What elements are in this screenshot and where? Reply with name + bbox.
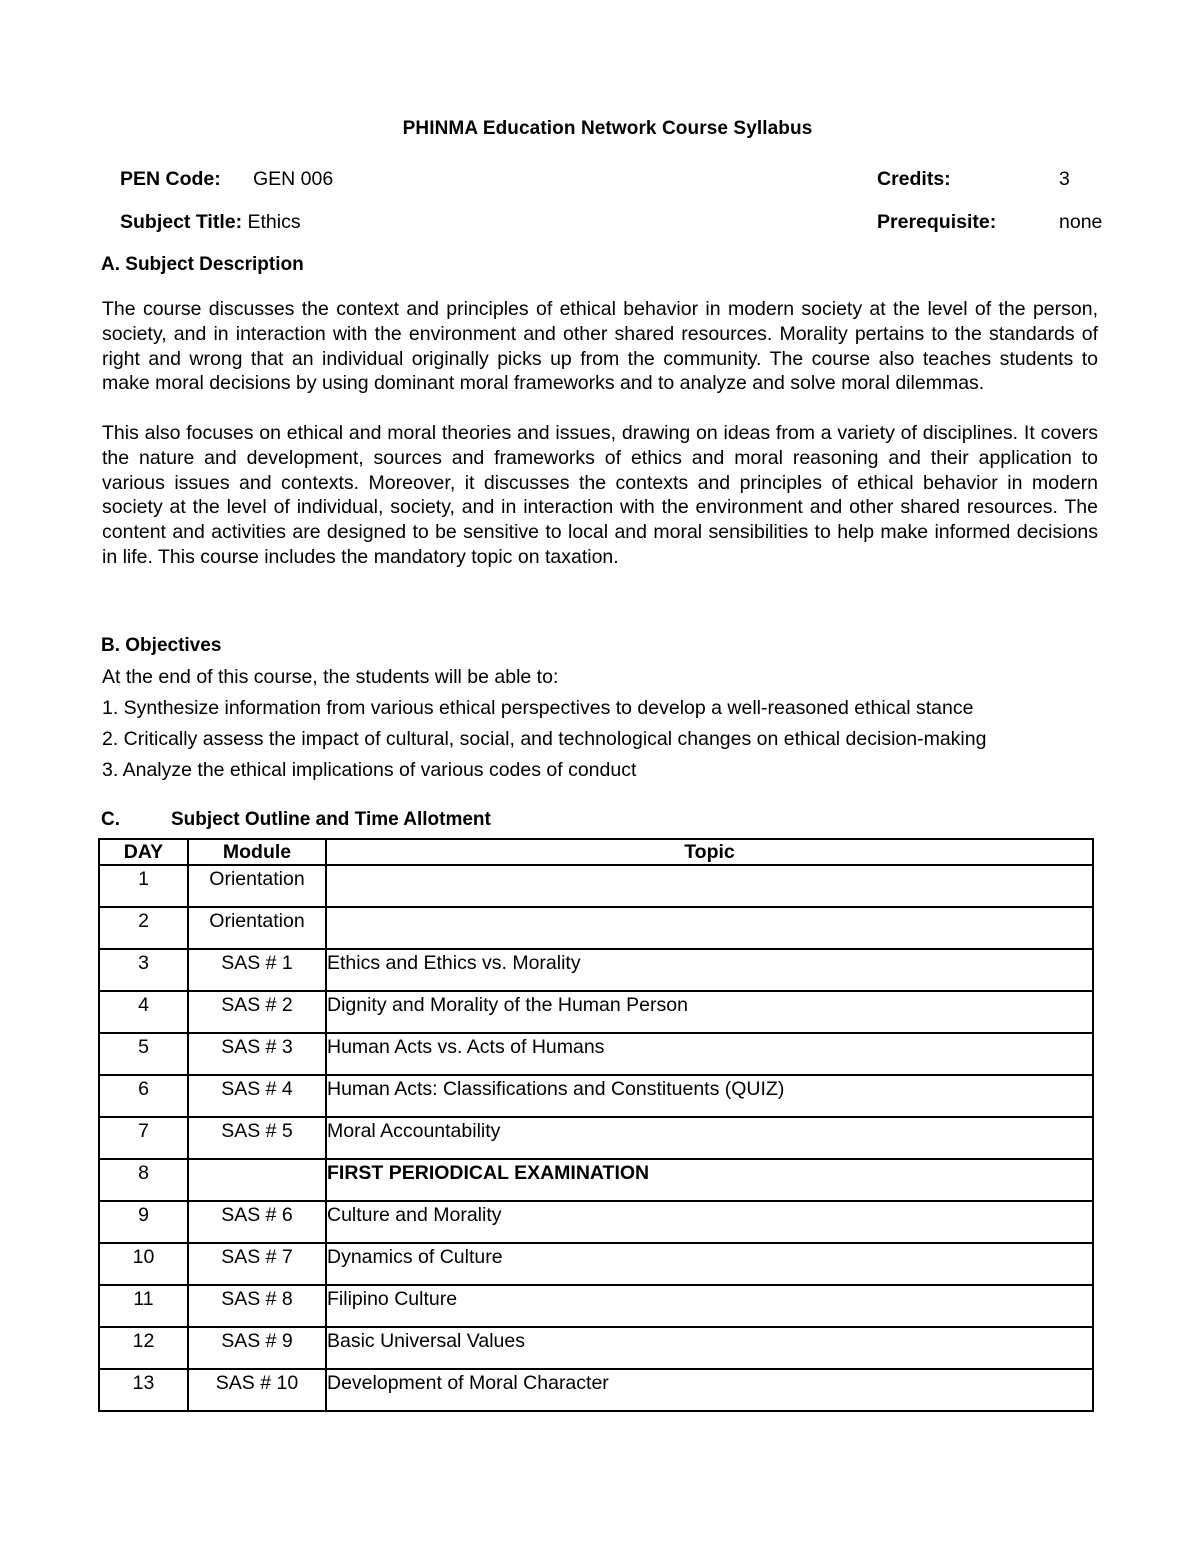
- subject-title-row: [0, 211, 1200, 237]
- objectives-heading: B. Objectives: [101, 635, 222, 656]
- day-cell: 8: [99, 1159, 188, 1201]
- table-row: [99, 1075, 1093, 1117]
- table-row: [99, 1369, 1093, 1411]
- day-cell: 6: [99, 1075, 188, 1117]
- table-row-exam: [99, 1159, 1093, 1201]
- day-cell: 5: [99, 1033, 188, 1075]
- topic-cell: [326, 907, 1093, 949]
- subject-title-label: Subject Title:: [120, 211, 243, 233]
- prerequisite-value: none: [1059, 211, 1103, 233]
- description-paragraph-1: The course discusses the context and principles of ethical behavior in modern society at the level of the person, society, and in interaction with the environment and other shared resources. Morality pertains to the standards of right and wrong that an individual originally picks up from the community. The course also teaches students to make moral decisions by using dominant moral frameworks and to analyze and solve moral dilemmas.: [102, 298, 1098, 395]
- table-row: [99, 1327, 1093, 1369]
- pen-code-row: [0, 168, 1200, 194]
- subject-title-value: Ethics: [247, 211, 301, 233]
- table-row: [99, 949, 1093, 991]
- table-header-row: [99, 839, 1093, 865]
- module-cell: SAS # 4: [188, 1075, 326, 1117]
- topic-cell: Dynamics of Culture: [326, 1243, 1093, 1285]
- credits-label: Credits:: [877, 168, 951, 190]
- table-row: [99, 1117, 1093, 1159]
- outline-table: [98, 838, 1094, 1412]
- day-cell: 2: [99, 907, 188, 949]
- objective-item-3: 3. Analyze the ethical implications of various codes of conduct: [102, 759, 637, 781]
- credits-value: 3: [1059, 168, 1070, 190]
- objective-item-2: 2. Critically assess the impact of cultural, social, and technological changes on ethical decision-making: [102, 728, 987, 750]
- topic-cell: Dignity and Morality of the Human Person: [326, 991, 1093, 1033]
- exam-topic-cell: FIRST PERIODICAL EXAMINATION: [326, 1159, 1093, 1201]
- outline-section-letter: C.: [101, 809, 120, 830]
- topic-cell: Ethics and Ethics vs. Morality: [326, 949, 1093, 991]
- table-row: [99, 1285, 1093, 1327]
- table-row: [99, 991, 1093, 1033]
- column-header-topic: Topic: [326, 839, 1093, 865]
- module-cell: SAS # 6: [188, 1201, 326, 1243]
- subject-title-group: [120, 211, 301, 234]
- table-row: [99, 1033, 1093, 1075]
- topic-cell: [326, 865, 1093, 907]
- column-header-day: DAY: [99, 839, 188, 865]
- module-cell: Orientation: [188, 865, 326, 907]
- table-row: [99, 865, 1093, 907]
- module-cell: SAS # 2: [188, 991, 326, 1033]
- module-cell: SAS # 10: [188, 1369, 326, 1411]
- day-cell: 12: [99, 1327, 188, 1369]
- day-cell: 3: [99, 949, 188, 991]
- topic-cell: Moral Accountability: [326, 1117, 1093, 1159]
- day-cell: 11: [99, 1285, 188, 1327]
- day-cell: 4: [99, 991, 188, 1033]
- topic-cell: Filipino Culture: [326, 1285, 1093, 1327]
- description-paragraph-2: This also focuses on ethical and moral theories and issues, drawing on ideas from a variety of disciplines. It covers the nature and development, sources and frameworks of ethics and moral reasoning and their application to various issues and contexts. Moreover, it discusses the contexts and principles of ethical behavior in modern society at the level of individual, society, and in interaction with the environment and other shared resources. The content and activities are designed to be sensitive to local and moral sensibilities to help make informed decisions in life. This course includes the mandatory topic on taxation.: [102, 422, 1098, 568]
- page-title: PHINMA Education Network Course Syllabus: [402, 118, 813, 139]
- day-cell: 13: [99, 1369, 188, 1411]
- objective-item-1: 1. Synthesize information from various ethical perspectives to develop a well-reasoned ethical stance: [102, 697, 974, 719]
- column-header-module: Module: [188, 839, 326, 865]
- module-cell: SAS # 7: [188, 1243, 326, 1285]
- outline-heading: Subject Outline and Time Allotment: [171, 809, 491, 830]
- module-cell: SAS # 3: [188, 1033, 326, 1075]
- day-cell: 1: [99, 865, 188, 907]
- topic-cell: Culture and Morality: [326, 1201, 1093, 1243]
- topic-cell: Human Acts: Classifications and Constituents (QUIZ): [326, 1075, 1093, 1117]
- day-cell: 10: [99, 1243, 188, 1285]
- module-cell: [188, 1159, 326, 1201]
- day-cell: 7: [99, 1117, 188, 1159]
- prerequisite-label: Prerequisite:: [877, 211, 997, 233]
- topic-cell: Development of Moral Character: [326, 1369, 1093, 1411]
- table-row: [99, 907, 1093, 949]
- module-cell: SAS # 9: [188, 1327, 326, 1369]
- topic-cell: Human Acts vs. Acts of Humans: [326, 1033, 1093, 1075]
- topic-cell: Basic Universal Values: [326, 1327, 1093, 1369]
- subject-description-heading: A. Subject Description: [101, 254, 304, 275]
- module-cell: SAS # 5: [188, 1117, 326, 1159]
- day-cell: 9: [99, 1201, 188, 1243]
- pen-code-value: GEN 006: [253, 168, 334, 190]
- table-row: [99, 1243, 1093, 1285]
- pen-code-label: PEN Code:: [120, 168, 221, 190]
- table-row: [99, 1201, 1093, 1243]
- objectives-intro: At the end of this course, the students will be able to:: [102, 666, 559, 688]
- module-cell: SAS # 8: [188, 1285, 326, 1327]
- module-cell: Orientation: [188, 907, 326, 949]
- module-cell: SAS # 1: [188, 949, 326, 991]
